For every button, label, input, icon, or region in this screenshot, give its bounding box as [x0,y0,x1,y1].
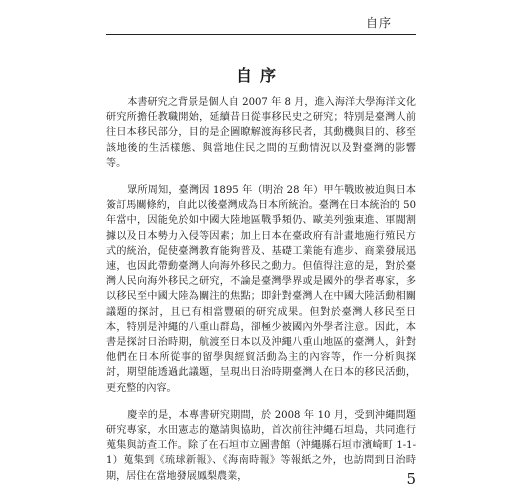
paragraph-1: 本書研究之背景是個人自 2007 年 8 月，進入海洋大學海洋文化研究所擔任教職開始，延續昔日從事移民史之研究；特別是臺灣人前往日本移民部分，目的是企圖瞭解渡海移民者，其動機與目的、移至該地後的生活樣態、與當地住民之間的互動情況以及對臺灣的影響等。 [106,97,416,169]
paragraph-3: 慶幸的是，本專書研究期間，於 2008 年 10 月，受到沖繩問題研究專家，水田憲志的邀請與協助，首次前往沖繩石垣島，共同進行蒐集與訪查工作。除了在石垣市立圖書館（沖繩縣石垣市濱崎町 1-1-1）蒐集到《琉球新報》、《海南時報》等報紙之外，也訪問到日治時期，居住在當地發展鳳梨農業， [106,409,416,482]
page-number: 5 [406,470,416,488]
running-header-title: 自序 [365,16,392,30]
paragraph-2: 眾所周知，臺灣因 1895 年（明治 28 年）甲午戰敗被迫與日本簽訂馬關條約，自此以後臺灣成為日本所統治。臺灣在日本統治的 50 年當中，因能免於如中國大陸地區戰爭頻仍、歐美列強東進、軍閥割據以及日本勢力入侵等因素；加上日本在臺政府有計畫地施行殖民方式的統治，促使臺灣教育能夠普及、基礎工業能有進步、商業發展迅速，也因此帶動臺灣人向海外移民之動力。但值得注意的是，對於臺灣人民向海外移民之研究，不論是臺灣學界或是國外的學者專家，多以移民至中國大陸為關注的焦點；即針對臺灣人在中國大陸活動相關議題的探討，且已有相當豐碩的研究成果。但對於臺灣人移民至日本，特別是沖繩的八重山群島，卻極少被國內外學者注意。因此，本書是探討日治時期，航渡至日本以及沖繩八重山地區的臺灣人，針對他們在日本所從事的留學與經貿活動為主的內容等，作一分析與探討，期望能透過此議題，呈現出日治時期臺灣人在日本的移民活動，更充整的內容。 [106,185,416,394]
body-text [106,95,416,496]
header-rule [106,34,416,35]
page-title: 自序 [235,65,284,85]
